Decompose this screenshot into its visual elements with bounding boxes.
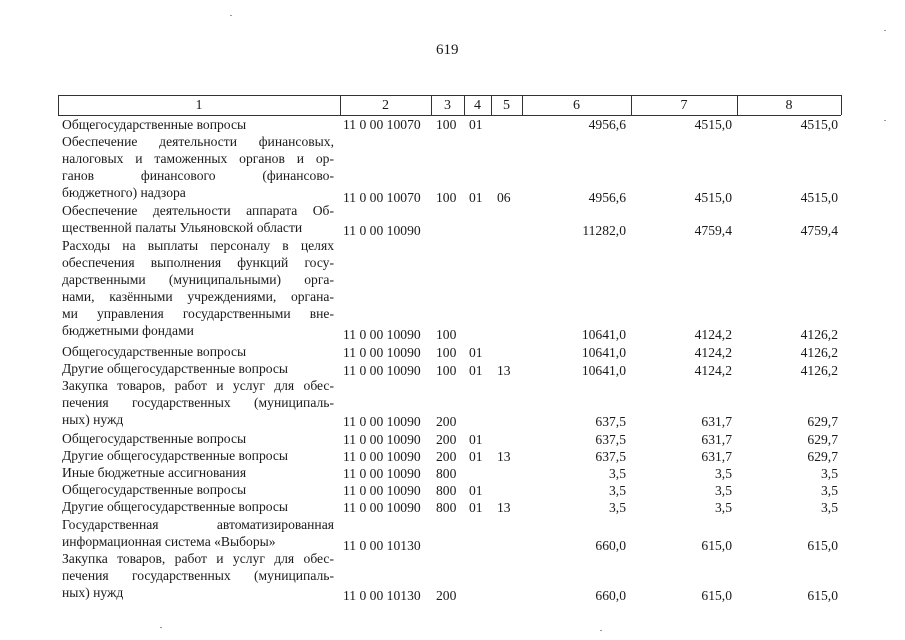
- row-value-7: 631,7: [701, 414, 732, 429]
- row-value-8: 4759,4: [800, 223, 838, 238]
- row-name-line: Другие общегосударственные вопросы: [62, 499, 289, 514]
- row-value-7: 3,5: [715, 466, 732, 481]
- header-col-8: 8: [785, 98, 793, 113]
- row-value-7: 631,7: [701, 432, 732, 447]
- row-value-8: 4126,2: [800, 345, 838, 360]
- scan-speck: [884, 30, 886, 31]
- scan-speck: [160, 627, 162, 628]
- row-name-line: ганов финансового (финансово-: [62, 168, 334, 183]
- row-name-line: печения государственных (муниципаль-: [62, 568, 334, 583]
- row-pr: 13: [497, 449, 511, 464]
- row-name-line: Закупка товаров, работ и услуг для обес-: [62, 551, 334, 566]
- row-value-6: 10641,0: [581, 327, 626, 342]
- row-value-7: 3,5: [715, 500, 732, 515]
- row-code: 11 0 00 10090: [343, 345, 421, 360]
- row-value-8: 615,0: [807, 588, 838, 603]
- row-value-7: 4124,2: [694, 363, 732, 378]
- row-value-6: 660,0: [595, 588, 626, 603]
- row-name-line: щественной палаты Ульяновской области: [62, 220, 303, 235]
- row-value-8: 4515,0: [800, 190, 838, 205]
- row-code: 11 0 00 10090: [343, 363, 421, 378]
- row-vr: 100: [436, 345, 457, 360]
- row-pr: 13: [497, 363, 511, 378]
- row-code: 11 0 00 10090: [343, 223, 421, 238]
- row-rz: 01: [469, 190, 483, 205]
- row-name: [62, 550, 334, 601]
- row-value-7: 3,5: [715, 483, 732, 498]
- scan-speck: [884, 120, 886, 121]
- row-value-8: 629,7: [807, 414, 838, 429]
- row-value-6: 3,5: [609, 500, 626, 515]
- header-col-7: 7: [680, 98, 688, 113]
- row-rz: 01: [469, 500, 483, 515]
- row-value-8: 3,5: [821, 466, 838, 481]
- row-value-6: 11282,0: [582, 223, 626, 238]
- row-name: [62, 133, 334, 201]
- header-col-1: 1: [195, 98, 203, 113]
- row-value-7: 615,0: [701, 588, 732, 603]
- header-col-3: 3: [444, 98, 451, 113]
- row-vr: 800: [436, 500, 457, 515]
- row-rz: 01: [469, 363, 483, 378]
- row-value-6: 637,5: [595, 414, 626, 429]
- row-name-line: обеспечения выполнения функций госу-: [62, 255, 334, 270]
- row-value-6: 637,5: [595, 432, 626, 447]
- row-value-7: 631,7: [701, 449, 732, 464]
- row-vr: 200: [436, 588, 457, 603]
- row-value-7: 4515,0: [694, 190, 732, 205]
- row-vr: 800: [436, 483, 457, 498]
- row-vr: 100: [436, 117, 457, 132]
- row-rz: 01: [469, 449, 483, 464]
- row-name-line: Обеспечение деятельности финансовых,: [62, 134, 334, 149]
- row-name: [62, 464, 334, 481]
- row-value-6: 3,5: [609, 483, 626, 498]
- row-name: [62, 516, 334, 550]
- row-name-line: Общегосударственные вопросы: [62, 431, 247, 446]
- row-value-7: 4124,2: [694, 345, 732, 360]
- row-code: 11 0 00 10090: [343, 500, 421, 515]
- row-pr: 06: [497, 190, 511, 205]
- row-name: [62, 237, 334, 339]
- row-rz: 01: [469, 432, 483, 447]
- row-vr: 800: [436, 466, 457, 481]
- row-name-line: печения государственных (муниципаль-: [62, 395, 334, 410]
- row-code: 11 0 00 10130: [343, 588, 421, 603]
- row-name-line: налоговых и таможенных органов и ор-: [62, 151, 334, 166]
- row-value-7: 4759,4: [694, 223, 732, 238]
- header-right-border: [841, 95, 842, 115]
- row-name: [62, 498, 334, 515]
- row-name-line: нами, казёнными учреждениями, органа-: [62, 289, 334, 304]
- row-value-8: 3,5: [821, 500, 838, 515]
- scan-speck: [230, 15, 232, 16]
- row-code: 11 0 00 10090: [343, 449, 421, 464]
- row-value-7: 4124,2: [694, 327, 732, 342]
- row-name: [62, 430, 334, 447]
- row-name-line: Расходы на выплаты персоналу в целях: [62, 238, 334, 253]
- row-vr: 100: [436, 190, 457, 205]
- row-value-6: 4956,6: [588, 190, 626, 205]
- row-rz: 01: [469, 483, 483, 498]
- row-name-line: Закупка товаров, работ и услуг для обес-: [62, 378, 334, 393]
- row-name-line: Иные бюджетные ассигнования: [62, 465, 247, 480]
- row-vr: 200: [436, 449, 457, 464]
- row-name: [62, 377, 334, 428]
- row-value-8: 4126,2: [800, 363, 838, 378]
- row-name: [62, 202, 334, 236]
- row-name-line: Обеспечение деятельности аппарата Об-: [62, 203, 334, 218]
- row-vr: 100: [436, 363, 457, 378]
- row-pr: 13: [497, 500, 511, 515]
- row-code: 11 0 00 10070: [343, 190, 421, 205]
- row-value-6: 3,5: [609, 466, 626, 481]
- row-vr: 100: [436, 327, 457, 342]
- header-col-5: 5: [503, 98, 510, 113]
- row-code: 11 0 00 10090: [343, 483, 421, 498]
- row-name-line: Общегосударственные вопросы: [62, 117, 247, 132]
- row-name: [62, 447, 334, 464]
- row-code: 11 0 00 10090: [343, 432, 421, 447]
- header-top-border: [58, 95, 841, 96]
- row-vr: 200: [436, 414, 457, 429]
- row-name-line: Другие общегосударственные вопросы: [62, 361, 289, 376]
- row-value-6: 4956,6: [588, 117, 626, 132]
- row-value-8: 615,0: [807, 538, 838, 553]
- row-value-8: 4126,2: [800, 327, 838, 342]
- row-name-line: бюджетного) надзора: [62, 185, 186, 200]
- row-code: 11 0 00 10090: [343, 466, 421, 481]
- scan-speck: [600, 630, 602, 631]
- row-name-line: ных) нужд: [62, 412, 124, 427]
- row-name-line: Общегосударственные вопросы: [62, 344, 247, 359]
- row-name: [62, 116, 334, 133]
- row-value-6: 10641,0: [581, 345, 626, 360]
- row-code: 11 0 00 10090: [343, 327, 421, 342]
- row-value-7: 4515,0: [694, 117, 732, 132]
- page-number: 619: [436, 42, 459, 58]
- row-name-line: бюджетными фондами: [62, 323, 194, 338]
- row-value-6: 637,5: [595, 449, 626, 464]
- row-rz: 01: [469, 345, 483, 360]
- row-name-line: Государственная автоматизированная: [62, 517, 334, 532]
- header-col-2: 2: [382, 98, 389, 113]
- row-code: 11 0 00 10090: [343, 414, 421, 429]
- row-value-8: 629,7: [807, 449, 838, 464]
- row-value-8: 4515,0: [800, 117, 838, 132]
- row-code: 11 0 00 10070: [343, 117, 421, 132]
- row-value-6: 660,0: [595, 538, 626, 553]
- row-name-line: информационная система «Выборы»: [62, 534, 276, 549]
- row-name-line: Другие общегосударственные вопросы: [62, 448, 289, 463]
- row-value-7: 615,0: [701, 538, 732, 553]
- row-name: [62, 481, 334, 498]
- header-col-4: 4: [474, 98, 481, 113]
- row-vr: 200: [436, 432, 457, 447]
- row-code: 11 0 00 10130: [343, 538, 421, 553]
- row-name: [62, 343, 334, 360]
- header-col-6: 6: [573, 98, 580, 113]
- row-name: [62, 360, 334, 377]
- row-value-8: 629,7: [807, 432, 838, 447]
- row-name-line: дарственными (муниципальными) орга-: [62, 272, 334, 287]
- row-value-6: 10641,0: [581, 363, 626, 378]
- row-value-8: 3,5: [821, 483, 838, 498]
- row-name-line: ми управления государственными вне-: [62, 306, 334, 321]
- row-rz: 01: [469, 117, 483, 132]
- row-name-line: ных) нужд: [62, 585, 124, 600]
- row-name-line: Общегосударственные вопросы: [62, 482, 247, 497]
